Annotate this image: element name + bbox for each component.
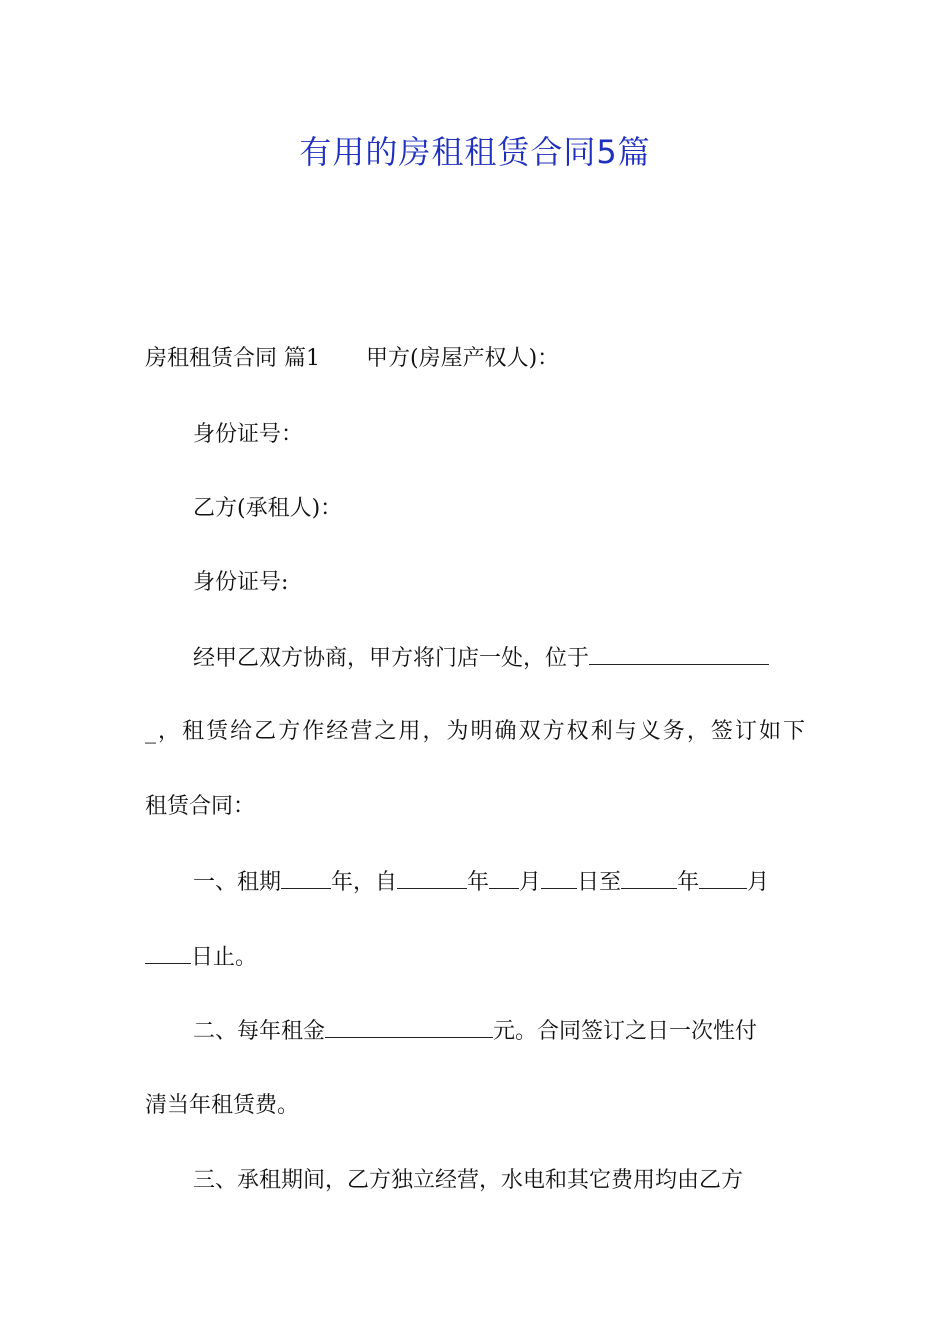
- clause-2-text: 二、每年租金: [193, 1019, 326, 1044]
- start-year-blank: [397, 866, 467, 889]
- clause-2-line-1: [145, 1015, 805, 1048]
- address-blank: [589, 642, 769, 665]
- intro-line-3: 租赁合同：: [145, 794, 256, 819]
- section-line: [145, 343, 805, 375]
- start-day-blank: [541, 866, 577, 889]
- document-title: 有用的房租租赁合同5篇: [299, 133, 651, 171]
- clause-2-text: 元。合同签订之日一次性付: [493, 1019, 758, 1044]
- clause-1-line-1: [145, 866, 805, 899]
- end-year-blank: [621, 866, 677, 889]
- clause-1-text: 一、租期: [193, 870, 282, 895]
- years-blank: [281, 866, 331, 889]
- section-heading: 房租租赁合同 篇1: [145, 346, 320, 371]
- intro-line-2: _，租赁给乙方作经营之用，为明确双方权利与义务，签订如下: [145, 719, 805, 744]
- clause-1-line-2: [145, 941, 805, 974]
- party-a-label: 甲方(房屋产权人)：: [366, 346, 560, 371]
- intro-line-1: [145, 642, 805, 675]
- clause-1-text: 月: [747, 870, 770, 895]
- party-b-label: 乙方(承租人)：: [193, 496, 343, 521]
- start-month-blank: [489, 866, 519, 889]
- clause-3-line-1: 三、承租期间，乙方独立经营，水电和其它费用均由乙方: [193, 1168, 744, 1193]
- clause-2-line-2: 清当年租赁费。: [145, 1093, 300, 1118]
- intro-text-1: 经甲乙双方协商，甲方将门店一处，位于: [193, 646, 590, 671]
- id-a-label: 身份证号：: [193, 422, 304, 447]
- clause-1-text: 日至: [577, 870, 622, 895]
- clause-1-text: 年: [677, 870, 700, 895]
- end-day-blank: [145, 941, 191, 964]
- id-b-label: 身份证号:: [193, 570, 289, 595]
- rent-blank: [325, 1015, 493, 1038]
- clause-1-text: 日止。: [191, 945, 258, 970]
- end-month-blank: [699, 866, 747, 889]
- clause-1-text: 月: [519, 870, 542, 895]
- clause-1-text: 年，自: [331, 870, 398, 895]
- clause-1-text: 年: [467, 870, 490, 895]
